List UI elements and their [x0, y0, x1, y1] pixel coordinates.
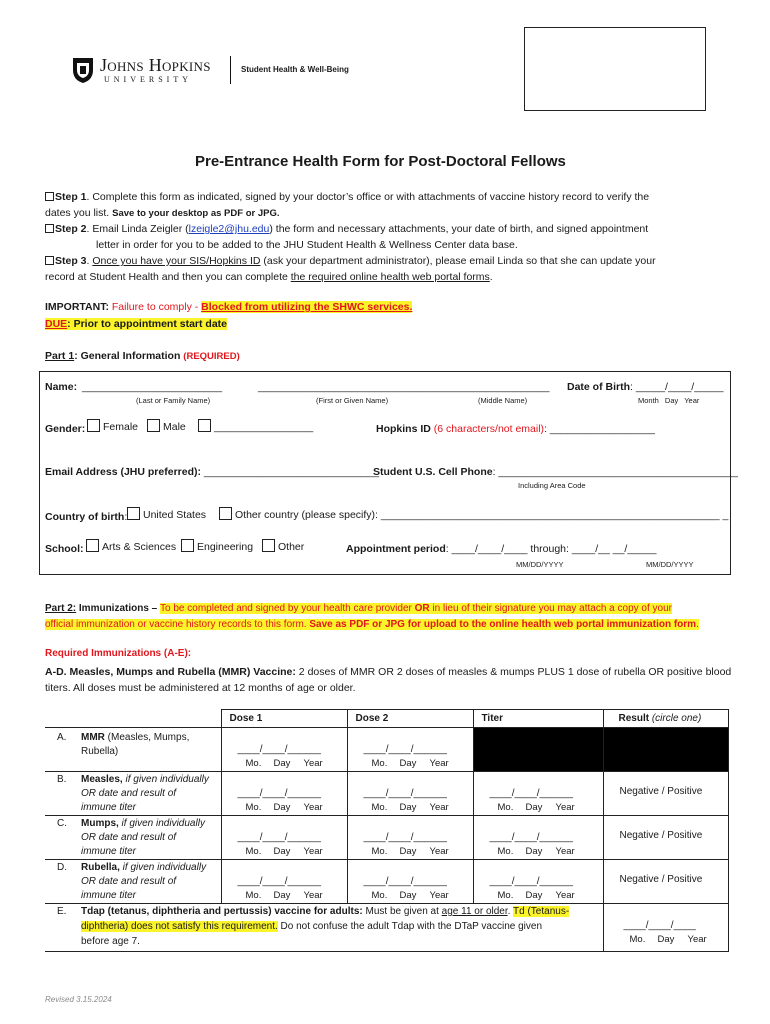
mmr-dose2[interactable]: ____/____/______ Mo. Day Year — [347, 728, 473, 772]
step-2-line2: letter in order for you to be added to the JHU Student Health & Wellness Center data base. — [96, 239, 518, 251]
measles-dose1[interactable]: ____/____/______ Mo. Day Year — [221, 772, 347, 816]
dob-hint: Month Day Year — [638, 396, 700, 405]
table-row: D. Rubella, if given individually OR date and result of immune titer ____/____/______ Mo. Day Year ____/____/______ Mo. Day Year ____/____/______ Mo. Day Year Negative / Positive — [45, 860, 728, 904]
mmr-description-line2: titers. All doses must be administered at 12 months of age or older. — [45, 682, 356, 694]
rubella-titer[interactable]: ____/____/______ Mo. Day Year — [473, 860, 603, 904]
other-school-checkbox[interactable] — [262, 539, 275, 552]
mumps-dose2[interactable]: ____/____/______ Mo. Day Year — [347, 816, 473, 860]
name-label: Name: — [45, 381, 78, 393]
cell-phone-hint: Including Area Code — [518, 481, 586, 490]
gender-other-checkbox[interactable] — [198, 419, 211, 432]
part2-text-line2: official immunization or vaccine history records to this form. Save as PDF or JPG for upload to the online health web portal immunization form. — [45, 619, 699, 630]
shield-crest-icon — [71, 56, 95, 84]
rubella-dose1[interactable]: ____/____/______ Mo. Day Year — [221, 860, 347, 904]
arts-option[interactable]: Arts & Sciences — [86, 539, 176, 553]
measles-titer[interactable]: ____/____/______ Mo. Day Year — [473, 772, 603, 816]
other-school-option[interactable]: Other — [262, 539, 304, 553]
important-notice: IMPORTANT: Failure to comply - Blocked from utilizing the SHWC services. — [45, 301, 413, 313]
step-1-line2: dates you list. Save to your desktop as PDF or JPG. — [45, 207, 280, 219]
rubella-dose2[interactable]: ____/____/______ Mo. Day Year — [347, 860, 473, 904]
step2-checkbox[interactable] — [45, 224, 54, 233]
step-3: Step 3. Once you have your SIS/Hopkins ID (ask your department administrator), please email Linda so that she can update your — [45, 255, 656, 267]
last-name-hint: (Last or Family Name) — [136, 396, 211, 405]
step1-checkbox[interactable] — [45, 192, 54, 201]
measles-result[interactable]: Negative / Positive — [603, 772, 728, 816]
gender-label: Gender: — [45, 423, 86, 435]
step-1: Step 1. Complete this form as indicated, signed by your doctor’s office or with attachments of vaccine history record to verify the — [45, 191, 649, 203]
middle-name-field[interactable]: ______________________ — [421, 381, 550, 393]
immunization-table — [45, 709, 729, 952]
appointment-period-field[interactable]: Appointment period: ____/____/____ through: ____/__ __/_____ — [346, 543, 657, 555]
col-dose1: Dose 1 — [221, 710, 347, 728]
col-titer: Titer — [473, 710, 603, 728]
table-row: E. Tdap (tetanus, diphtheria and pertussis) vaccine for adults: Must be given at age 11 or older. Td (Tetanus- diphtheria) does not satisfy this requirement. Do not confuse the adult Tdap with the DTaP vaccine given before age 7. ____/____/____ Mo. Day Year — [45, 904, 728, 952]
female-checkbox[interactable] — [87, 419, 100, 432]
cell-phone-field[interactable]: Student U.S. Cell Phone: _________________________________________ — [373, 466, 738, 478]
due-notice: DUE: Prior to appointment start date — [45, 318, 228, 330]
gender-other-option[interactable]: _________________ — [198, 419, 313, 433]
first-name-field[interactable]: ____________________________ — [258, 381, 422, 393]
engineering-option[interactable]: Engineering — [181, 539, 253, 553]
first-name-hint: (First or Given Name) — [316, 396, 389, 405]
measles-dose2[interactable]: ____/____/______ Mo. Day Year — [347, 772, 473, 816]
mmr-result-blocked — [603, 728, 728, 772]
part1-heading: Part 1: General Information (REQUIRED) — [45, 350, 240, 362]
us-option[interactable]: United States — [127, 507, 206, 521]
mmr-description: A-D. Measles, Mumps and Rubella (MMR) Vaccine: 2 doses of MMR OR 2 doses of measles & mumps PLUS 1 dose of rubella OR positive blood — [45, 666, 732, 678]
mmr-dose1[interactable]: ____/____/______ Mo. Day Year — [221, 728, 347, 772]
country-label: Country of birth: — [45, 511, 128, 523]
other-country-checkbox[interactable] — [219, 507, 232, 520]
university-sub: UNIVERSITY — [104, 75, 192, 84]
table-row: A. MMR (Measles, Mumps, Rubella) ____/____/______ Mo. Day Year ____/____/______ Mo. Day Year — [45, 728, 728, 772]
university-name: Johns Hopkins — [100, 55, 211, 75]
last-name-field[interactable]: ________________________ — [82, 381, 223, 393]
step-2: Step 2. Email Linda Zeigler (lzeigle2@jhu.edu) the form and necessary attachments, your date of birth, and signed appointment — [45, 223, 648, 235]
table-row: B. Measles, if given individually OR date and result of immune titer ____/____/______ Mo. Day Year ____/____/______ Mo. Day Year ____/____/______ Mo. Day Year Negative / Positive — [45, 772, 728, 816]
female-option[interactable]: Female — [87, 419, 138, 433]
appt-hint-end: MM/DD/YYYY — [646, 560, 694, 569]
col-result: Result (circle one) — [603, 710, 728, 728]
rubella-result[interactable]: Negative / Positive — [603, 860, 728, 904]
middle-name-hint: (Middle Name) — [478, 396, 528, 405]
other-country-option[interactable]: Other country (please specify): __________________________________________________________ _ — [219, 507, 728, 521]
hopkins-id-field[interactable]: Hopkins ID (6 characters/not email): __________________ — [376, 423, 656, 435]
part2-heading: Part 2: Immunizations – To be completed and signed by your health care provider OR in lieu of their signature you may attach a copy of your — [45, 603, 672, 614]
logo-divider — [230, 56, 231, 84]
engineering-checkbox[interactable] — [181, 539, 194, 552]
step3-checkbox[interactable] — [45, 256, 54, 265]
arts-checkbox[interactable] — [86, 539, 99, 552]
table-header-row — [45, 710, 728, 728]
col-dose2: Dose 2 — [347, 710, 473, 728]
male-option[interactable]: Male — [147, 419, 186, 433]
table-row: C. Mumps, if given individually OR date and result of immune titer ____/____/______ Mo. Day Year ____/____/______ Mo. Day Year ____/____/______ Mo. Day Year Negative / Positive — [45, 816, 728, 860]
tdap-date[interactable]: ____/____/____ Mo. Day Year — [603, 904, 728, 952]
email-field[interactable]: Email Address (JHU preferred): ______________________________ — [45, 466, 380, 478]
us-checkbox[interactable] — [127, 507, 140, 520]
appt-hint-start: MM/DD/YYYY — [516, 560, 564, 569]
page-title: Pre-Entrance Health Form for Post-Doctoral Fellows — [195, 153, 566, 170]
mumps-dose1[interactable]: ____/____/______ Mo. Day Year — [221, 816, 347, 860]
step-3-line2: record at Student Health and then you can complete the required online health web portal forms. — [45, 271, 493, 283]
photo-box — [524, 27, 706, 111]
mumps-result[interactable]: Negative / Positive — [603, 816, 728, 860]
health-portal-link[interactable]: the required online health web portal forms — [290, 271, 490, 283]
department-name: Student Health & Well-Being — [241, 65, 349, 74]
revised-date: Revised 3.15.2024 — [45, 995, 112, 1004]
dob-field[interactable]: Date of Birth: _____/____/_____ — [567, 381, 724, 393]
required-immunizations: Required Immunizations (A-E): — [45, 648, 192, 659]
linda-email-link[interactable]: lzeigle2@jhu.edu — [188, 223, 270, 235]
mumps-titer[interactable]: ____/____/______ Mo. Day Year — [473, 816, 603, 860]
mmr-titer-blocked — [473, 728, 603, 772]
school-label: School: — [45, 543, 84, 555]
male-checkbox[interactable] — [147, 419, 160, 432]
